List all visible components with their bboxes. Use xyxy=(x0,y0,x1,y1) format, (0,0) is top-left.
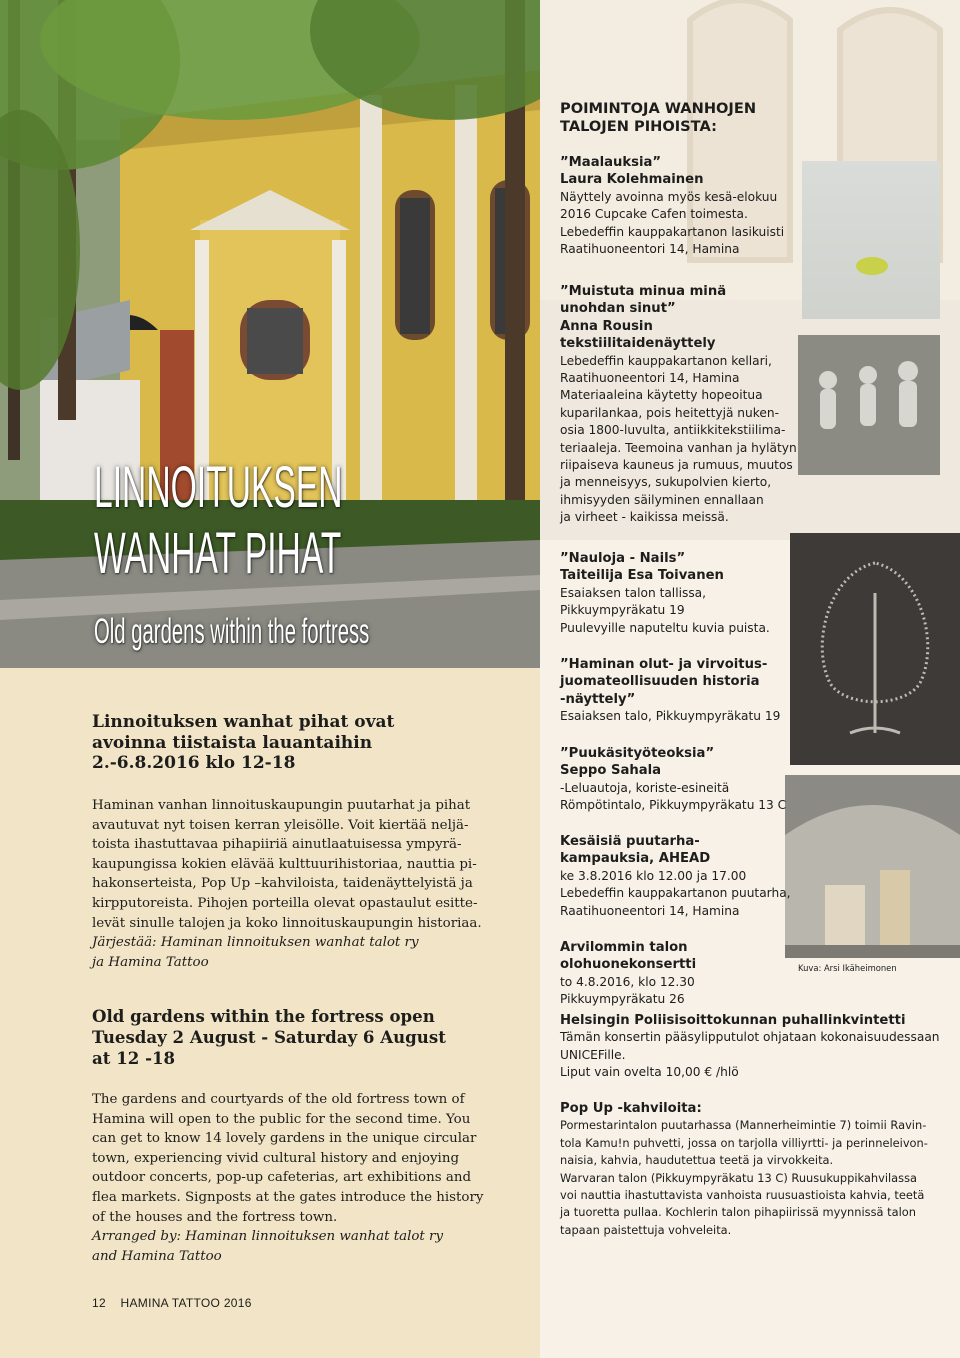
event-bold-line: Kesäisiä puutarha- xyxy=(560,834,700,849)
event-text-line: riipaiseva kauneus ja rumuus, muutos xyxy=(560,458,793,473)
popup-text-line: tola Kamu!n puhvetti, jossa on tarjolla villiyrtti- ja perinneleivon- xyxy=(560,1135,928,1150)
event-text-line: Näyttely avoinna myös kesä-elokuu xyxy=(560,189,778,204)
right-header xyxy=(560,100,756,135)
event-bold-line: juomateollisuuden historia xyxy=(560,674,760,690)
event-item-textile xyxy=(560,283,797,527)
en-body-line: outdoor concerts, pop-up cafeterias, art exhibitions and xyxy=(92,1170,472,1186)
en-body-line: of the houses and the fortress town. xyxy=(92,1209,338,1225)
event-item-paintings xyxy=(560,154,784,258)
event-text-line: to 4.8.2016, klo 12.30 xyxy=(560,974,695,989)
chair-and-table xyxy=(785,775,960,958)
en-heading-line: Old gardens within the fortress open xyxy=(92,1006,435,1026)
fi-credit-line: ja Hamina Tattoo xyxy=(92,954,209,970)
hero-title-line-2: WANHAT PIHAT xyxy=(94,521,342,586)
event-bold-line: Seppo Sahala xyxy=(560,763,662,779)
right-text-panel xyxy=(540,0,960,1358)
event-text-line: teriaaleja. Teemoina vanhan ja hylätyn xyxy=(560,440,797,455)
event-text-line: ja virheet - kaikissa meissä. xyxy=(560,510,729,525)
en-credit-line: and Hamina Tattoo xyxy=(92,1248,222,1264)
right-header-line: TALOJEN PIHOISTA: xyxy=(560,117,717,135)
event-text-line: Pikkuympyräkatu 19 xyxy=(560,603,685,618)
event-text-line: ke 3.8.2016 klo 12.00 ja 17.00 xyxy=(560,868,747,883)
popup-text-line: ja tuoretta pullaa. Kochlerin talon pihapiirissä myynnissä talon xyxy=(560,1205,916,1220)
event-text-line: osia 1800-luvulta, antiikkitekstiilima- xyxy=(560,423,786,438)
event-bold-line: kampauksia, AHEAD xyxy=(560,851,711,867)
en-body-line: town, experiencing vivid cultural history and enjoying xyxy=(92,1150,460,1166)
event-item-woodwork xyxy=(560,745,786,815)
hero-subtitle: Old gardens within the fortress xyxy=(94,612,370,651)
event-item-hairstyles xyxy=(560,833,791,920)
publication-name: HAMINA TATTOO 2016 xyxy=(120,1296,252,1310)
event-text-line: 2016 Cupcake Cafen toimesta. xyxy=(560,207,748,222)
photo-credit: Kuva: Arsi Ikäheimonen xyxy=(798,963,897,973)
police-band-block xyxy=(560,1012,956,1082)
fi-body xyxy=(92,796,522,972)
en-body-line: Hamina will open to the public for the second time. You xyxy=(92,1111,471,1127)
doll-figures xyxy=(798,335,940,475)
event-text-line: Lebedeffin kauppakartanon puutarha, xyxy=(560,886,791,901)
event-bold-line: olohuonekonsertti xyxy=(560,957,697,973)
fi-heading xyxy=(92,712,394,774)
event-text-line: Römpötintalo, Pikkuympyräkatu 13 C xyxy=(560,798,787,813)
fi-body-line: avautuvat nyt toisen kerran yleisölle. Voit kiertää neljä- xyxy=(92,817,469,833)
en-body-line: flea markets. Signposts at the gates introduce the history xyxy=(92,1189,484,1205)
popup-title: Pop Up -kahviloita: xyxy=(560,1101,702,1116)
event-text-line: ihmisyyden säilyminen ennallaan xyxy=(560,492,764,507)
event-text-line: Materiaaleina käytetty hopeoitua xyxy=(560,388,763,403)
event-bold-line: Taiteilija Esa Toivanen xyxy=(560,568,724,584)
event-bold-line: ”Puukäsityöteoksia” xyxy=(560,746,715,761)
en-body xyxy=(92,1090,522,1266)
police-title: Helsingin Poliisisoittokunnan puhallinkvintetti xyxy=(560,1013,906,1028)
vaulted-room-photo xyxy=(785,775,960,958)
popup-text-line: voi nauttia ihastuttavista vanhoista ruusuastioista kahvia, teetä xyxy=(560,1188,925,1203)
page-footer xyxy=(92,1296,252,1310)
event-bold-line: ”Haminan olut- ja virvoitus- xyxy=(560,657,768,672)
event-text-line: Raatihuoneentori 14, Hamina xyxy=(560,242,740,257)
en-heading xyxy=(92,1006,446,1068)
en-credit-line: Arranged by: Haminan linnoituksen wanhat talot ry xyxy=(92,1229,444,1245)
doll-art-photo xyxy=(798,335,940,475)
fi-heading-line: 2.-6.8.2016 klo 12-18 xyxy=(92,753,296,774)
fi-body-line: levät sinulle talojen ja koko linnoituskaupungin historiaa. xyxy=(92,915,482,931)
en-body-line: The gardens and courtyards of the old fortress town of xyxy=(92,1092,465,1107)
popup-cafes-block xyxy=(560,1100,956,1239)
nail-tree-photo xyxy=(790,533,960,765)
event-text-line: kuparilankaa, pois heitettyjä nuken- xyxy=(560,405,779,420)
fi-body-line: toista ihastuttavaa pihapiiriä ainutlaatuisessa ympyrä- xyxy=(92,837,462,853)
hero-photo xyxy=(0,0,540,668)
event-text-line: ja menneisyys, sukupolvien kierto, xyxy=(560,475,772,490)
fi-body-line: hakonserteista, Pop Up –kahviloista, taidenäyttelyistä ja xyxy=(92,876,473,892)
event-bold-line: Arvilommin talon xyxy=(560,940,688,955)
event-text-line: Puulevyille naputeltu kuvia puista. xyxy=(560,620,770,635)
fi-heading-line: Linnoituksen wanhat pihat ovat xyxy=(92,712,395,732)
event-item-concert xyxy=(560,939,696,1009)
event-bold-line: ”Nauloja - Nails” xyxy=(560,551,686,566)
popup-text-line: Pormestarintalon puutarhassa (Mannerheimintie 7) toimii Ravin- xyxy=(560,1118,927,1133)
event-bold-line: unohdan sinut” xyxy=(560,301,676,317)
painting-photo xyxy=(802,161,940,319)
fi-body-line: kirpputoreista. Pihojen porteilla olevat opastaulut esitte- xyxy=(92,895,478,911)
en-body-line: can get to know 14 lovely gardens in the unique circular xyxy=(92,1131,477,1147)
en-heading-line: Tuesday 2 August - Saturday 6 August xyxy=(92,1026,446,1047)
page-number: 12 xyxy=(92,1296,106,1310)
fi-credit-line: Järjestää: Haminan linnoituksen wanhat talot ry xyxy=(92,935,419,951)
event-text-line: Esaiaksen talon tallissa, xyxy=(560,585,707,600)
event-text-line: Pikkuympyräkatu 26 xyxy=(560,992,685,1007)
event-bold-line: Laura Kolehmainen xyxy=(560,172,704,188)
fi-body-line: Haminan vanhan linnoituskaupungin puutarhat ja pihat xyxy=(92,798,471,813)
popup-text-line: Warvaran talon (Pikkuympyräkatu 13 C) Ruusukuppikahvilassa xyxy=(560,1170,917,1185)
event-bold-line: tekstiilitaidenäyttely xyxy=(560,336,716,352)
hero-title-line-1: LINNOITUKSEN xyxy=(94,455,343,520)
popup-text-line: tapaan paistettuja vohveleita. xyxy=(560,1222,732,1237)
popup-text-line: naisia, kahvia, haudutettua teetä ja virvokkeita. xyxy=(560,1153,834,1168)
event-text-line: -Leluautoja, koriste-esineitä xyxy=(560,780,730,795)
fi-heading-line: avoinna tiistaista lauantaihin xyxy=(92,732,373,753)
event-item-beer-history xyxy=(560,656,780,726)
event-text-line: Raatihuoneentori 14, Hamina xyxy=(560,903,740,918)
event-bold-line: -näyttely” xyxy=(560,691,636,707)
painting-leaf xyxy=(802,161,940,319)
police-text-line: UNICEFille. xyxy=(560,1047,626,1062)
event-item-nails xyxy=(560,550,770,637)
en-heading-line: at 12 -18 xyxy=(92,1047,176,1068)
police-text-line: Tämän konsertin pääsylipputulot ohjataan kokonaisuudessaan xyxy=(560,1030,940,1045)
police-text-line: Liput vain ovelta 10,00 € /hlö xyxy=(560,1065,739,1080)
nail-tree xyxy=(790,533,960,765)
right-header-line: POIMINTOJA WANHOJEN xyxy=(560,100,757,117)
fi-body-line: kaupungissa kokien elävää kulttuurihistoriaa, nauttia pi- xyxy=(92,856,477,872)
event-bold-line: Anna Rousin xyxy=(560,318,653,334)
event-bold-line: ”Muistuta minua minä xyxy=(560,284,727,299)
left-text-panel xyxy=(0,668,540,1358)
event-text-line: Lebedeffin kauppakartanon kellari, xyxy=(560,353,772,368)
event-text-line: Raatihuoneentori 14, Hamina xyxy=(560,371,740,386)
event-bold-line: ”Maalauksia” xyxy=(560,155,662,170)
event-text-line: Lebedeffin kauppakartanon lasikuisti xyxy=(560,224,785,239)
event-text-line: Esaiaksen talo, Pikkuympyräkatu 19 xyxy=(560,709,781,724)
